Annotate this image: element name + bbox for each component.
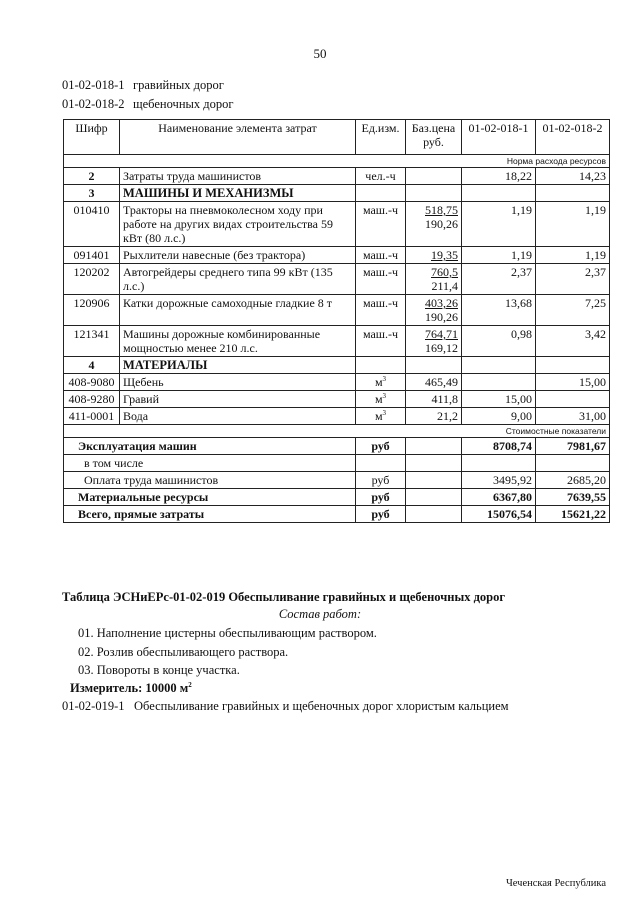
cost-price — [406, 455, 462, 472]
cost-row — [64, 455, 610, 472]
material-name: Гравий — [120, 391, 356, 408]
cost-name: Материальные ресурсы — [64, 489, 356, 506]
machine-price-top: 760,5 — [431, 265, 458, 279]
machine-price — [406, 326, 462, 357]
machine-v1: 2,37 — [462, 264, 536, 295]
machine-v2: 7,25 — [536, 295, 610, 326]
machine-code: 120202 — [64, 264, 120, 295]
labor-name: Затраты труда машинистов — [120, 168, 356, 185]
next-table-title: Таблица ЭСНиЕРс-01-02-019 Обеспыливание гравийных и щебеночных дорог — [62, 590, 506, 604]
cost-label-row — [64, 425, 610, 438]
machine-unit: маш.-ч — [356, 264, 406, 295]
machine-v2: 2,37 — [536, 264, 610, 295]
machine-price-top: 518,75 — [425, 203, 458, 217]
machine-unit: маш.-ч — [356, 295, 406, 326]
machine-row — [64, 295, 610, 326]
footer-region: Чеченская Республика — [505, 878, 606, 889]
machine-row — [64, 264, 610, 295]
labor-v1: 18,22 — [462, 168, 536, 185]
cost-row — [64, 489, 610, 506]
machine-unit: маш.-ч — [356, 202, 406, 247]
material-unit — [356, 391, 406, 408]
machine-v1: 1,19 — [462, 247, 536, 264]
machine-unit: маш.-ч — [356, 326, 406, 357]
machine-price-bottom: 190,26 — [425, 217, 458, 231]
material-row — [64, 391, 610, 408]
header-item — [62, 97, 234, 112]
machine-name: Автогрейдеры среднего типа 99 кВт (135 л.с.) — [120, 264, 356, 295]
meter-sup: 2 — [188, 680, 192, 689]
meter-text: Измеритель: 10000 м — [70, 681, 189, 695]
machine-row — [64, 326, 610, 357]
material-price: 21,2 — [406, 408, 462, 425]
material-v2 — [536, 391, 610, 408]
cost-name: Оплата труда машинистов — [64, 472, 356, 489]
header-col1: 01-02-018-1 — [462, 120, 536, 155]
machine-price — [406, 264, 462, 295]
machine-price — [406, 202, 462, 247]
machine-v2: 1,19 — [536, 202, 610, 247]
material-code: 411-0001 — [64, 408, 120, 425]
cost-v2: 7981,67 — [536, 438, 610, 455]
item-name: Обеспыливание гравийных и щебеночных дорог хлористым кальцием — [134, 699, 509, 713]
labor-code: 2 — [64, 168, 120, 185]
cost-row — [64, 506, 610, 523]
material-unit — [356, 374, 406, 391]
header-item — [62, 78, 224, 93]
machine-v2: 1,19 — [536, 247, 610, 264]
table-header-row — [64, 120, 610, 155]
meter-label — [70, 681, 192, 696]
cost-row — [64, 438, 610, 455]
machine-v1: 0,98 — [462, 326, 536, 357]
machine-price-bottom: 211,4 — [431, 279, 458, 293]
material-row — [64, 374, 610, 391]
section-name: МАШИНЫ И МЕХАНИЗМЫ — [120, 185, 356, 202]
composition-label: Состав работ: — [278, 607, 362, 621]
cost-v2: 7639,55 — [536, 489, 610, 506]
machine-unit: маш.-ч — [356, 247, 406, 264]
material-v2: 15,00 — [536, 374, 610, 391]
header-item-name: щебеночных дорог — [133, 97, 234, 111]
material-v1: 15,00 — [462, 391, 536, 408]
cost-price — [406, 438, 462, 455]
machine-code: 091401 — [64, 247, 120, 264]
section-row-materials — [64, 357, 610, 374]
cost-unit: руб — [356, 489, 406, 506]
labor-v2: 14,23 — [536, 168, 610, 185]
machine-price-bottom: 169,12 — [425, 341, 458, 355]
material-unit — [356, 408, 406, 425]
work-item: 03. Повороты в конце участка. — [78, 663, 240, 677]
cost-v1: 3495,92 — [462, 472, 536, 489]
machine-price-top: 403,26 — [425, 296, 458, 310]
material-v1 — [462, 374, 536, 391]
material-unit-sup: 3 — [382, 375, 387, 383]
item-code: 01-02-019-1 — [62, 699, 125, 713]
header-item-name: гравийных дорог — [133, 78, 224, 92]
material-unit-sup: 3 — [382, 409, 387, 417]
machine-code: 120906 — [64, 295, 120, 326]
cost-v1: 6367,80 — [462, 489, 536, 506]
machine-name: Тракторы на пневмоколесном ходу при работе на других видах строительства 59 кВт (80 л.с.) — [120, 202, 356, 247]
cost-row — [64, 472, 610, 489]
section-code: 3 — [64, 185, 120, 202]
machine-price — [406, 247, 462, 264]
labor-unit: чел.-ч — [356, 168, 406, 185]
cost-v1 — [462, 455, 536, 472]
material-v2: 31,00 — [536, 408, 610, 425]
machine-v1: 13,68 — [462, 295, 536, 326]
header-col2: 01-02-018-2 — [536, 120, 610, 155]
material-name: Вода — [120, 408, 356, 425]
cost-v2: 15621,22 — [536, 506, 610, 523]
section-name: МАТЕРИАЛЫ — [120, 357, 356, 374]
machine-row — [64, 247, 610, 264]
resource-table — [63, 119, 610, 523]
machine-v1: 1,19 — [462, 202, 536, 247]
cost-unit: руб — [356, 506, 406, 523]
machine-row — [64, 202, 610, 247]
labor-row — [64, 168, 610, 185]
section-code: 4 — [64, 357, 120, 374]
cost-unit: руб — [356, 438, 406, 455]
cost-name: Всего, прямые затраты — [64, 506, 356, 523]
cost-v2 — [536, 455, 610, 472]
header-name: Наименование элемента затрат — [120, 120, 356, 155]
machine-price — [406, 295, 462, 326]
machine-name: Катки дорожные самоходные гладкие 8 т — [120, 295, 356, 326]
material-row — [64, 408, 610, 425]
header-item-code: 01-02-018-2 — [62, 97, 125, 111]
machine-code: 121341 — [64, 326, 120, 357]
machine-price-top: 764,71 — [425, 327, 458, 341]
cost-unit — [356, 455, 406, 472]
header-item-code: 01-02-018-1 — [62, 78, 125, 92]
machine-name: Рыхлители навесные (без трактора) — [120, 247, 356, 264]
material-price: 465,49 — [406, 374, 462, 391]
item-line — [62, 699, 509, 714]
machine-price-bottom: 190,26 — [425, 310, 458, 324]
cost-name: Эксплуатация машин — [64, 438, 356, 455]
machine-v2: 3,42 — [536, 326, 610, 357]
work-item: 01. Наполнение цистерны обеспыливающим раствором. — [78, 626, 377, 640]
work-item: 02. Розлив обеспыливающего раствора. — [78, 645, 289, 659]
cost-v1: 15076,54 — [462, 506, 536, 523]
material-name: Щебень — [120, 374, 356, 391]
material-v1: 9,00 — [462, 408, 536, 425]
labor-price — [406, 168, 462, 185]
cost-name: в том числе — [64, 455, 356, 472]
norm-label: Норма расхода ресурсов — [64, 155, 610, 168]
section-row-machines — [64, 185, 610, 202]
header-price: Баз.цена руб. — [406, 120, 462, 155]
cost-v2: 2685,20 — [536, 472, 610, 489]
material-unit-text: м — [374, 409, 383, 423]
header-code: Шифр — [64, 120, 120, 155]
material-unit-sup: 3 — [382, 392, 387, 400]
cost-unit: руб — [356, 472, 406, 489]
machine-code: 010410 — [64, 202, 120, 247]
material-code: 408-9080 — [64, 374, 120, 391]
machine-price-top: 19,35 — [431, 248, 458, 262]
machine-name: Машины дорожные комбинированные мощностью менее 210 л.с. — [120, 326, 356, 357]
cost-label: Стоимостные показатели — [64, 425, 610, 438]
material-code: 408-9280 — [64, 391, 120, 408]
cost-price — [406, 489, 462, 506]
material-unit-text: м — [374, 392, 383, 406]
norm-row — [64, 155, 610, 168]
header-unit: Ед.изм. — [356, 120, 406, 155]
cost-price — [406, 506, 462, 523]
material-price: 411,8 — [406, 391, 462, 408]
page-number: 50 — [313, 46, 327, 61]
material-unit-text: м — [374, 375, 383, 389]
cost-v1: 8708,74 — [462, 438, 536, 455]
cost-price — [406, 472, 462, 489]
